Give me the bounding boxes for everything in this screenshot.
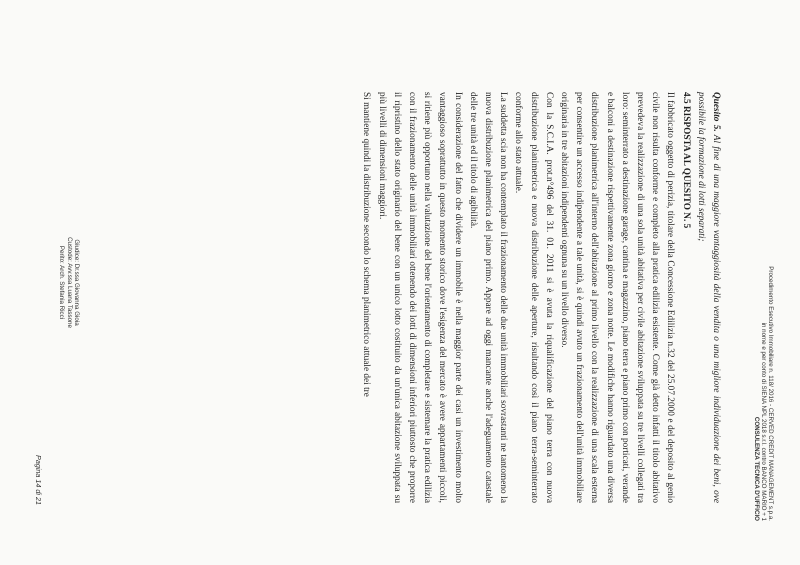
paragraph-suddetta-scia: La suddetta scia non ha contemplato il frazionamento delle due unità immobiliari sovrastanti ne tantomeno la nuova distribuzione planimetrica del piano primo. Appare ad oggi mancante anche l'adeguamento catastale delle tre unità ed il titolo di agibilità.: [467, 92, 509, 503]
paragraph-scia: Con la S.C.I.A. prot.n°496 del 31. 01. 2011 si è avuta la riqualificazione del piano terra con nuova distribuzione planimetrica e nuova distribuzione delle aperture, risultando così il piano terra-seminterrato conforme allo stato attuale.: [513, 92, 554, 503]
footer-custodian: Custode: Avv.ssa Luana Tassone: [65, 237, 73, 328]
question-label: Quesito 5.: [711, 92, 721, 132]
header-parties-line: in nome e per conto di SIENA NPL 2018 s.r.l. contro BANCO MARIO + 1: [759, 322, 767, 521]
page-footer: [58, 0, 80, 565]
document-body: [358, 92, 723, 503]
footer-expert: Perito: Arch. Stefania Ricci: [58, 245, 66, 320]
footer-judge: Giudice: Dr.ssa Giovanna Gioia: [73, 239, 80, 326]
page-header: [752, 0, 774, 521]
header-procedure-line: Procedimento Esecutivo Immobiliare n. 118/ 2016 - CERVED CREDIT MANAGEMENT s.p.a.: [767, 266, 774, 521]
question-text: Al fine di una maggiore vantaggiosità della vendita o una migliore individuazione dei beni, ove possibile la formazione di lotti separati;: [695, 92, 721, 503]
question-paragraph: [693, 92, 723, 503]
paragraph-distribuzione: Si mantiene quindi la distribuzione secondo lo schema planimetrico attuale dei tre: [361, 92, 372, 397]
header-title: CONSULENZA TECNICA D'UFFICIO: [752, 416, 760, 521]
paragraph-fabbricato: Il fabbricato oggetto di perizia, titolare della Concessione Edilizia n.32 del 25.07.2000 e del deposito al genio civile non risulta conforme e completo alla pratica edilizia esistente. Come già detto infatti il titolo abitativo prevedeva la realizzazione di una sola unità abitativa per civile abitazione sviluppata su tre livelli collegati tra loro: seminterrato a destinazione garage, cantina e magazzino, piano terra e piano primo con porticati, verande e balconi a destinazione rispettivamente zona giorno e zona notte. Le modifiche hanno riguardato una diversa distribuzione planimetrica all'interno dell'abitazione al primo livello con la realizzazione di una scala esterna per consentire un accesso indipendente a tale unità, si è quindi avuto un frazionamento dell'unità immobiliare originaria in tre abitazioni indipendenti ognuna su un livello diverso.: [558, 92, 676, 503]
paragraph-considerazione: In considerazione del fatto che dividere un immobile è nella maggior parte dei casi un investimento molto vantaggioso soprattutto in questo momento storico dove l'esigenza del mercato è avere appartamenti piccoli, si ritiene più opportuno nella valutazione del bene l'orientamento di completare e sistemare la pratica edilizia con il frazionamento delle unità immobiliari ottenendo dei lotti di dimensioni inferiori piuttosto che proporre il ripristino dello stato originario del bene con un unico lotto costituito da un'unica abitazione sviluppata su più livelli di dimensioni maggiori.: [376, 92, 463, 503]
page-number: Pagina 14 di 21: [34, 455, 43, 505]
section-heading: 4.5 RISPOSTA AL QUESITO N. 5: [680, 92, 691, 229]
